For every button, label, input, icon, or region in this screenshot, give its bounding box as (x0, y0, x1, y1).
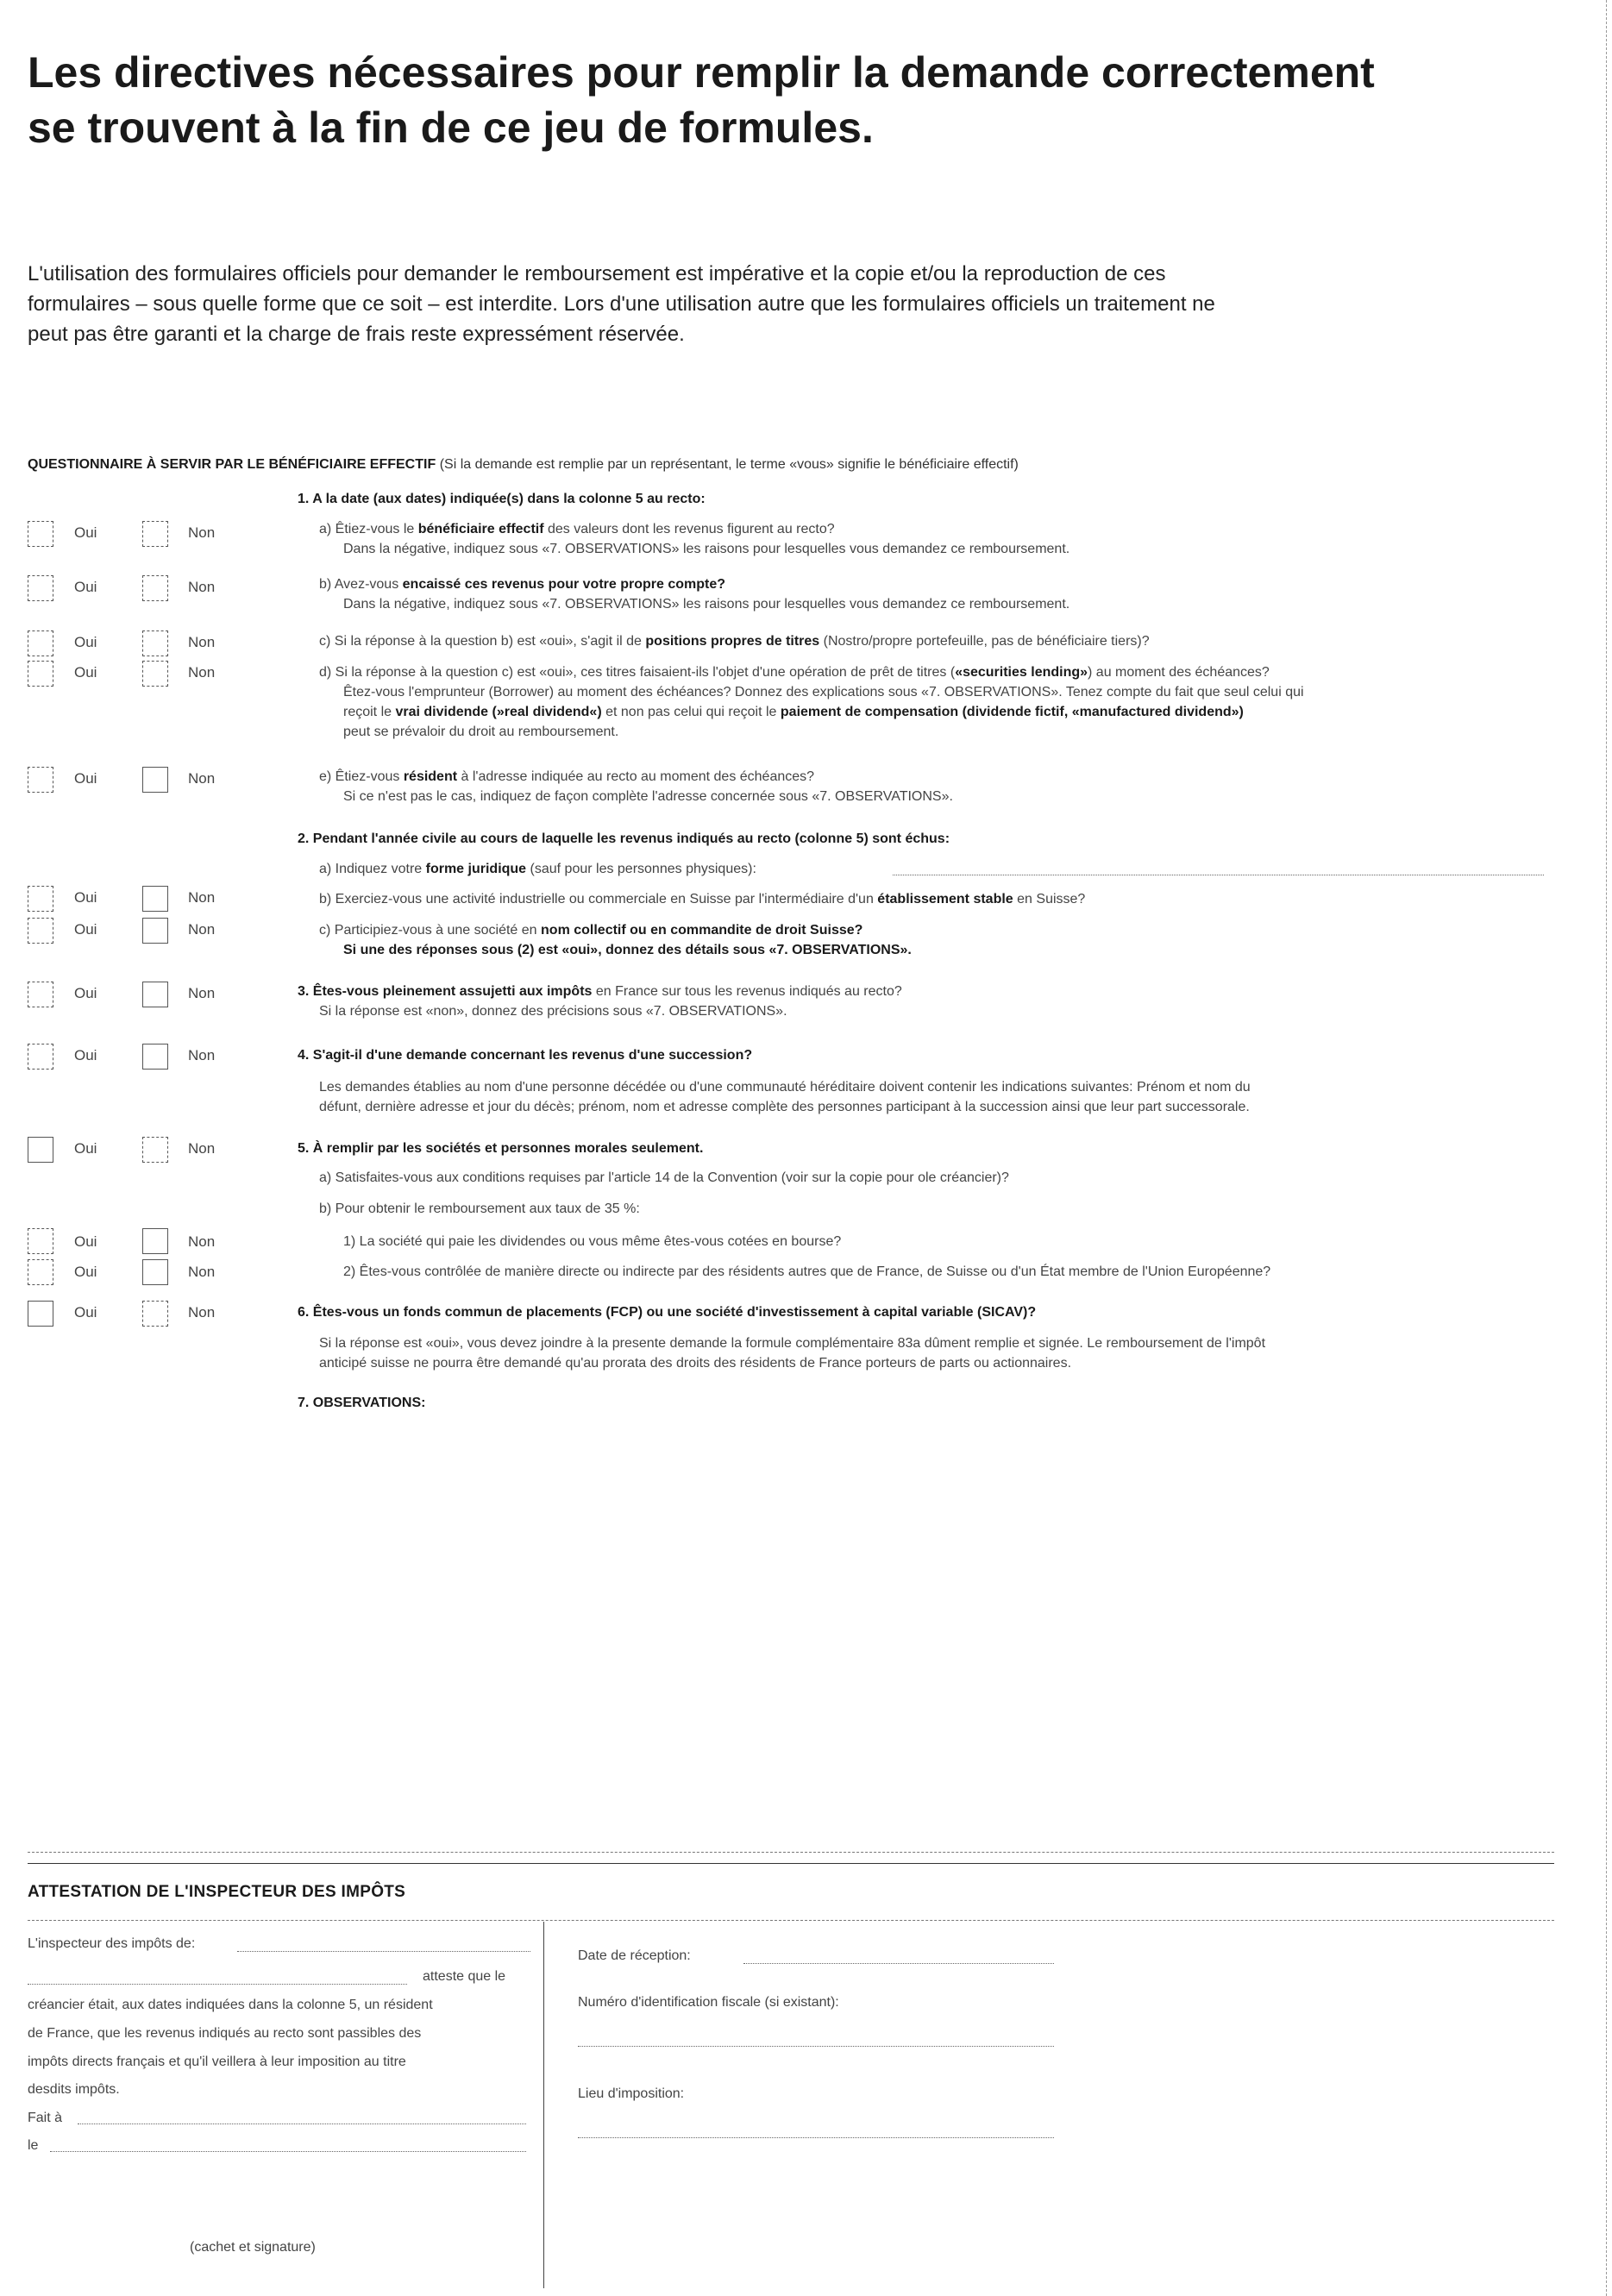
q5b2-question: 2) Êtes-vous contrôlée de manière directe ou indirecte par des résidents autres que de France, de Suisse ou d'un État membre de l'Union Européenne? (343, 1264, 1271, 1279)
q5-oui-checkbox[interactable] (28, 1137, 53, 1163)
q2b-non-label: Non (188, 889, 216, 906)
q2b-oui-checkbox[interactable] (28, 886, 53, 912)
q1c-question: c) Si la réponse à la question b) est «oui», s'agit il de positions propres de titres (Nostro/propre portefeuille, pas de bénéficiaire tiers)? (319, 634, 1150, 649)
q5b1-non-checkbox[interactable] (142, 1228, 168, 1254)
date-reception-label: Date de réception: (578, 1948, 691, 1963)
q1d-line-4: peut se prévaloir du droit au remboursement. (343, 725, 619, 739)
q1c-non-label: Non (188, 634, 216, 650)
q1d-non-label: Non (188, 664, 216, 681)
q1d-oui-label: Oui (74, 664, 97, 681)
inspector-label: L'inspecteur des impôts de: (28, 1936, 196, 1951)
q4-oui-checkbox[interactable] (28, 1044, 53, 1070)
q5b1-oui-label: Oui (74, 1233, 97, 1250)
q1a-note: Dans la négative, indiquez sous «7. OBSERVATIONS» les raisons pour lesquelles vous demandez ce remboursement. (343, 542, 1070, 556)
attestation-text-4: desdits impôts. (28, 2082, 120, 2097)
q1b-non-label: Non (188, 579, 216, 595)
q3-question: 3. Êtes-vous pleinement assujetti aux impôts en France sur tous les revenus indiqués au recto? (298, 984, 902, 999)
q1a-oui-checkbox[interactable] (28, 521, 53, 547)
page-title (28, 45, 1563, 155)
questionnaire-title-note: (Si la demande est remplie par un représentant, le terme «vous» signifie le bénéficiaire effectif) (439, 457, 1019, 472)
q3-note: Si la réponse est «non», donnez des précisions sous «7. OBSERVATIONS». (319, 1004, 787, 1019)
q2c-non-label: Non (188, 921, 216, 938)
atteste-label: atteste que le (423, 1969, 506, 1984)
q5b2-oui-label: Oui (74, 1264, 97, 1280)
q5-non-checkbox[interactable] (142, 1137, 168, 1163)
q6-oui-label: Oui (74, 1304, 97, 1321)
q3-oui-checkbox[interactable] (28, 982, 53, 1007)
q5a-question: a) Satisfaites-vous aux conditions requises par l'article 14 de la Convention (voir sur la copie pour ole créancier)? (319, 1170, 1009, 1185)
q5b1-oui-checkbox[interactable] (28, 1228, 53, 1254)
q3-non-label: Non (188, 985, 216, 1001)
margin-rule (1606, 0, 1607, 2296)
q7-observations-label: 7. OBSERVATIONS: (298, 1396, 426, 1410)
intro-line: L'utilisation des formulaires officiels pour demander le remboursement est impérative et la copie et/ou la reproduction de ces (28, 262, 1166, 285)
intro-line: peut pas être garanti et la charge de frais reste expressément réservée. (28, 323, 685, 346)
q1d-line-2: Êtez-vous l'emprunteur (Borrower) au moment des échéances? Donnez des explications sous «7. OBSERVATIONS». Tenez compte du fait que seul celui qui (343, 685, 1304, 699)
q5b2-non-label: Non (188, 1264, 216, 1280)
q1b-non-checkbox[interactable] (142, 575, 168, 601)
fait-a-label: Fait à (28, 2111, 63, 2125)
q2c-oui-checkbox[interactable] (28, 918, 53, 944)
q1e-non-checkbox[interactable] (142, 767, 168, 793)
observations-area[interactable] (319, 1423, 1544, 1811)
q1b-question: b) Avez-vous encaissé ces revenus pour votre propre compte? (319, 577, 725, 592)
q1b-note: Dans la négative, indiquez sous «7. OBSERVATIONS» les raisons pour lesquelles vous demandez ce remboursement. (343, 597, 1070, 612)
q1d-non-checkbox[interactable] (142, 661, 168, 687)
q1a-oui-label: Oui (74, 524, 97, 541)
q1d-line-3: reçoit le vrai dividende (»real dividend«) et non pas celui qui reçoit le paiement de compensation (dividende fictif, «manufactured dividend») (343, 705, 1244, 719)
title-line-1: Les directives nécessaires pour remplir la demande correctement (28, 48, 1375, 97)
intro-line: formulaires – sous quelle forme que ce soit – est interdite. Lors d'une utilisation autre que les formulaires officiels un traitement ne (28, 292, 1215, 316)
inspector-field[interactable] (237, 1951, 530, 1952)
q2b-question: b) Exerciez-vous une activité industrielle ou commerciale en Suisse par l'intermédiaire d'un établissement stable en Suisse? (319, 892, 1086, 906)
q6-note-1: Si la réponse est «oui», vous devez joindre à la presente demande la formule complémentaire 83a dûment remplie et signée. Le remboursement de l'impôt (319, 1336, 1266, 1351)
q2c-note: Si une des réponses sous (2) est «oui», donnez des détails sous «7. OBSERVATIONS». (343, 943, 912, 957)
q6-note-2: anticipé suisse ne pourra être demandé qu'au prorata des droits des résidents de France porteurs de parts ou actionnaires. (319, 1356, 1072, 1371)
cachet-signature-label: (cachet et signature) (190, 2240, 316, 2255)
q1e-non-label: Non (188, 770, 216, 787)
q1a-non-checkbox[interactable] (142, 521, 168, 547)
date-reception-field[interactable] (743, 1963, 1054, 1964)
q6-question: 6. Êtes-vous un fonds commun de placements (FCP) ou une société d'investissement à capital variable (SICAV)? (298, 1305, 1037, 1320)
q2a-question: a) Indiquez votre forme juridique (sauf pour les personnes physiques): (319, 862, 756, 876)
title-line-2: se trouvent à la fin de ce jeu de formules. (28, 104, 874, 152)
q5-oui-label: Oui (74, 1140, 97, 1157)
fait-a-field[interactable] (78, 2123, 526, 2124)
q1-intro: 1. A la date (aux dates) indiquée(s) dans la colonne 5 au recto: (298, 492, 706, 506)
intro-paragraph (28, 259, 1511, 349)
q1e-oui-checkbox[interactable] (28, 767, 53, 793)
q5b1-question: 1) La société qui paie les dividendes ou vous même êtes-vous cotées en bourse? (343, 1234, 842, 1249)
q1a-non-label: Non (188, 524, 216, 541)
numero-fiscal-field[interactable] (578, 2046, 1054, 2047)
q6-non-label: Non (188, 1304, 216, 1321)
column-divider (543, 1922, 544, 2288)
lieu-imposition-field[interactable] (578, 2137, 1054, 2138)
inspector-field-2[interactable] (28, 1984, 407, 1985)
q4-note-1: Les demandes établies au nom d'une personne décédée ou d'une communauté héréditaire doivent contenir les indications suivantes: Prénom et nom du (319, 1080, 1251, 1095)
numero-fiscal-label: Numéro d'identification fiscale (si existant): (578, 1995, 839, 2010)
q5b2-non-checkbox[interactable] (142, 1259, 168, 1285)
q4-non-checkbox[interactable] (142, 1044, 168, 1070)
q5b2-oui-checkbox[interactable] (28, 1259, 53, 1285)
q1e-note: Si ce n'est pas le cas, indiquez de façon complète l'adresse concernée sous «7. OBSERVATIONS». (343, 789, 953, 804)
q2b-non-checkbox[interactable] (142, 886, 168, 912)
attestation-title: ATTESTATION DE L'INSPECTEUR DES IMPÔTS (28, 1883, 406, 1901)
q6-non-checkbox[interactable] (142, 1301, 168, 1327)
q1c-oui-label: Oui (74, 634, 97, 650)
q5b-question: b) Pour obtenir le remboursement aux taux de 35 %: (319, 1201, 640, 1216)
q4-non-label: Non (188, 1047, 216, 1063)
q1e-question: e) Êtiez-vous résident à l'adresse indiquée au recto au moment des échéances? (319, 769, 815, 784)
q5-intro: 5. À remplir par les sociétés et personnes morales seulement. (298, 1141, 704, 1156)
attestation-text-2: de France, que les revenus indiqués au recto sont passibles des (28, 2026, 422, 2041)
q1e-oui-label: Oui (74, 770, 97, 787)
questionnaire-title-bold: QUESTIONNAIRE À SERVIR PAR LE BÉNÉFICIAIRE EFFECTIF (28, 457, 436, 472)
le-field[interactable] (50, 2151, 526, 2152)
q2b-oui-label: Oui (74, 889, 97, 906)
q3-oui-label: Oui (74, 985, 97, 1001)
attestation-text-3: impôts directs français et qu'il veillera à leur imposition au titre (28, 2054, 406, 2069)
q3-non-checkbox[interactable] (142, 982, 168, 1007)
separator-dashed (28, 1852, 1554, 1853)
questionnaire-title (28, 457, 1019, 473)
q1d-question: d) Si la réponse à la question c) est «oui», ces titres faisaient-ils l'objet d'une opération de prêt de titres («securities lending») au moment des échéances? (319, 665, 1270, 680)
q2c-oui-label: Oui (74, 921, 97, 938)
q1a-question: a) Êtiez-vous le bénéficiaire effectif des valeurs dont les revenus figurent au recto? (319, 522, 835, 536)
q1c-non-checkbox[interactable] (142, 630, 168, 656)
separator-line (28, 1863, 1554, 1864)
q2c-non-checkbox[interactable] (142, 918, 168, 944)
lieu-imposition-label: Lieu d'imposition: (578, 2086, 685, 2101)
q5-non-label: Non (188, 1140, 216, 1157)
attestation-text-1: créancier était, aux dates indiquées dans la colonne 5, un résident (28, 1998, 433, 2012)
q4-oui-label: Oui (74, 1047, 97, 1063)
q2c-question: c) Participiez-vous à une société en nom collectif ou en commandite de droit Suisse? (319, 923, 863, 938)
le-label: le (28, 2138, 39, 2153)
q1b-oui-label: Oui (74, 579, 97, 595)
q1c-oui-checkbox[interactable] (28, 630, 53, 656)
q1b-oui-checkbox[interactable] (28, 575, 53, 601)
attestation-title-underline (28, 1920, 1554, 1921)
q4-question: 4. S'agit-il d'une demande concernant les revenus d'une succession? (298, 1048, 753, 1063)
q4-note-2: défunt, dernière adresse et jour du décès; prénom, nom et adresse complète des personnes participant à la succession ainsi que leur part successorale. (319, 1100, 1250, 1114)
q2-intro: 2. Pendant l'année civile au cours de laquelle les revenus indiqués au recto (colonne 5) sont échus: (298, 831, 950, 846)
q1d-oui-checkbox[interactable] (28, 661, 53, 687)
q6-oui-checkbox[interactable] (28, 1301, 53, 1327)
q5b1-non-label: Non (188, 1233, 216, 1250)
